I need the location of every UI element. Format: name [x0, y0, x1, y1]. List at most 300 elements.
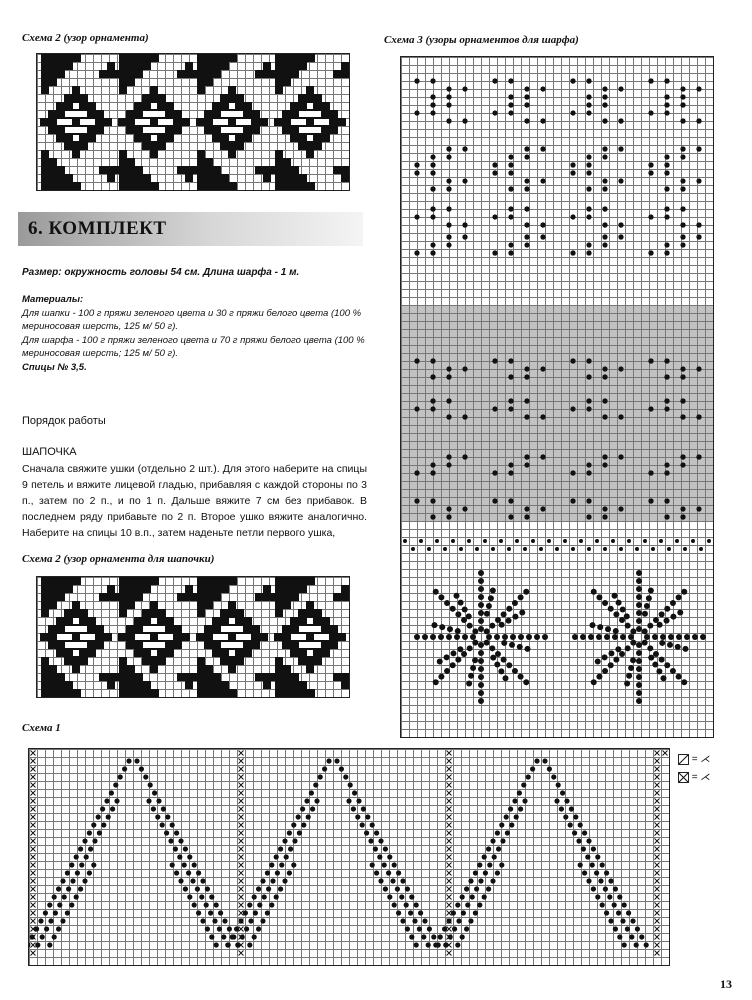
stitch-dot: [270, 878, 275, 883]
stitch-dot: [523, 679, 529, 685]
stitch-dot: [460, 894, 465, 899]
stitch-dot: [602, 234, 607, 239]
cross-stitch: [655, 775, 660, 780]
stitch-dot: [82, 878, 87, 883]
stitch-dot: [148, 782, 153, 787]
stitch-dot: [143, 774, 148, 779]
stitch-dot: [664, 94, 669, 99]
stitch-dot: [431, 934, 436, 939]
stitch-dot: [260, 878, 265, 883]
stitch-dot: [586, 250, 591, 255]
stitch-dot: [253, 910, 258, 915]
stitch-dot: [502, 675, 508, 681]
filled-cell: [228, 86, 236, 94]
cross-stitch: [447, 871, 452, 876]
stitch-dot: [468, 918, 473, 923]
stitch-dot: [680, 414, 685, 419]
stitch-dot: [509, 822, 514, 827]
stitch-dot: [492, 498, 497, 503]
stitch-dot: [524, 118, 529, 123]
stitch-dot: [69, 862, 74, 867]
stitch-dot: [199, 894, 204, 899]
stitch-dot: [517, 790, 522, 795]
stitch-dot: [664, 242, 669, 247]
filled-cell: [41, 78, 57, 86]
filled-cell: [275, 601, 291, 609]
stitch-dot: [521, 782, 526, 787]
filled-cell: [333, 166, 349, 174]
stitch-dot: [576, 838, 581, 843]
filled-cell: [41, 665, 57, 673]
stitch-dot: [74, 894, 79, 899]
stitch-dot: [696, 222, 701, 227]
stitch-dot: [348, 782, 353, 787]
stitch-dot: [509, 642, 515, 648]
empty-cell: [151, 650, 157, 656]
stitch-dot: [602, 146, 607, 151]
stitch-dot: [260, 918, 265, 923]
section-title: 6. КОМПЛЕКТ: [28, 218, 167, 239]
stitch-dot: [475, 547, 479, 551]
empty-cell: [299, 642, 321, 648]
stitch-dot: [405, 926, 410, 931]
filled-cell: [41, 166, 65, 174]
stitch-dot: [382, 862, 387, 867]
stitch-dot: [642, 628, 648, 634]
empty-cell: [65, 642, 87, 648]
stitch-dot: [446, 186, 451, 191]
stitch-dot: [106, 814, 111, 819]
stitch-dot: [602, 374, 607, 379]
stitch-dot: [322, 766, 327, 771]
stitch-dot: [618, 146, 623, 151]
stitch-dot: [205, 886, 210, 891]
filled-cell: [298, 142, 322, 150]
stitch-dot: [296, 814, 301, 819]
empty-cell: [299, 111, 321, 117]
stitch-dot: [570, 358, 575, 363]
filled-cell: [185, 585, 193, 593]
stitch-dot: [571, 547, 575, 551]
empty-cell: [307, 650, 313, 656]
stitch-dot: [66, 886, 71, 891]
filled-cell: [119, 585, 151, 593]
stitch-dot: [152, 790, 157, 795]
stitch-dot: [508, 470, 513, 475]
cross-stitch: [655, 751, 660, 756]
stitch-dot: [60, 878, 65, 883]
stitch-dot: [343, 774, 348, 779]
stitch-dot: [586, 170, 591, 175]
empty-cell: [73, 618, 79, 624]
stitch-dot: [461, 651, 467, 657]
stitch-dot: [652, 634, 658, 640]
cross-stitch: [31, 767, 36, 772]
stitch-dot: [696, 366, 701, 371]
stitch-dot: [91, 862, 96, 867]
stitch-dot: [664, 358, 669, 363]
stitch-dot: [692, 634, 698, 640]
stitch-dot: [524, 234, 529, 239]
page-number: 13: [720, 977, 732, 991]
stitch-dot: [613, 628, 619, 634]
stitch-dot: [395, 886, 400, 891]
filled-cell: [72, 665, 80, 673]
empty-cell: [307, 618, 313, 624]
stitch-dot: [355, 814, 360, 819]
stitch-dot: [110, 806, 115, 811]
cross-stitch: [239, 759, 244, 764]
cross-stitch: [447, 927, 452, 932]
filled-cell: [41, 689, 81, 697]
stitch-dot: [460, 934, 465, 939]
filled-cell: [119, 70, 143, 78]
stitch-dot: [653, 651, 659, 657]
stitch-dot: [680, 118, 685, 123]
stitch-dot: [522, 798, 527, 803]
stitch-dot: [664, 462, 669, 467]
filled-cell: [41, 158, 57, 166]
stitch-dot: [473, 870, 478, 875]
stitch-dot: [411, 547, 415, 551]
stitch-dot: [648, 498, 653, 503]
stitch-dot: [602, 654, 608, 660]
stitch-dot: [155, 814, 160, 819]
stitch-dot: [269, 862, 274, 867]
stitch-dot: [508, 358, 513, 363]
cross-stitch: [31, 791, 36, 796]
cross-stitch: [239, 815, 244, 820]
stitch-dot: [595, 854, 600, 859]
stitch-dot: [462, 146, 467, 151]
stitch-dot: [524, 414, 529, 419]
stitch-dot: [630, 918, 635, 923]
stitch-dot: [79, 862, 84, 867]
stitch-dot: [282, 878, 287, 883]
cross-stitch: [239, 751, 244, 756]
stitch-dot: [78, 886, 83, 891]
filled-cell: [119, 673, 143, 681]
stitch-dot: [492, 250, 497, 255]
stitch-dot: [540, 454, 545, 459]
stitch-dot: [396, 910, 401, 915]
stitch-dot: [462, 234, 467, 239]
stitch-dot: [594, 870, 599, 875]
cross-stitch: [31, 775, 36, 780]
stitch-dot: [582, 830, 587, 835]
cross-stitch: [447, 823, 452, 828]
filled-cell: [275, 665, 291, 673]
stitch-dot: [446, 154, 451, 159]
stitch-dot: [495, 870, 500, 875]
filled-cell: [119, 182, 159, 190]
stitch-dot: [664, 662, 670, 668]
stitch-dot: [605, 626, 611, 632]
stitch-dot: [644, 942, 649, 947]
stitch-dot: [443, 942, 448, 947]
filled-cell: [185, 62, 193, 70]
stitch-dot: [287, 830, 292, 835]
cross-stitch: [655, 903, 660, 908]
stitch-dot: [664, 406, 669, 411]
stitch-dot: [630, 640, 636, 646]
stitch-dot: [636, 674, 642, 680]
stitch-dot: [636, 658, 642, 664]
stitch-dot: [183, 886, 188, 891]
stitch-dot: [462, 366, 467, 371]
filled-cell: [185, 681, 193, 689]
stitch-dot: [586, 406, 591, 411]
stitch-dot: [564, 798, 569, 803]
filled-cell: [275, 54, 315, 62]
empty-cell: [229, 103, 235, 109]
filled-cell: [41, 86, 49, 94]
cross-stitch: [239, 911, 244, 916]
cross-stitch: [655, 871, 660, 876]
filled-cell: [64, 609, 88, 617]
stitch-dot: [326, 758, 331, 763]
stitch-dot: [438, 934, 443, 939]
stitch-dot: [446, 242, 451, 247]
stitch-dot: [648, 78, 653, 83]
filled-cell: [119, 609, 127, 617]
stitch-dot: [540, 146, 545, 151]
stitch-dot: [446, 514, 451, 519]
stitch-dot: [409, 894, 414, 899]
filled-cell: [119, 601, 135, 609]
stitch-dot: [396, 870, 401, 875]
stitch-dot: [414, 214, 419, 219]
stitch-dot: [524, 94, 529, 99]
filled-cell: [142, 142, 166, 150]
stitch-dot: [540, 118, 545, 123]
stitch-dot: [97, 830, 102, 835]
stitch-dot: [390, 878, 395, 883]
stitch-dot: [208, 910, 213, 915]
stitch-dot: [501, 640, 507, 646]
stitch-dot: [109, 790, 114, 795]
stitch-dot: [563, 539, 567, 543]
stitch-dot: [446, 462, 451, 467]
empty-cell: [73, 650, 79, 656]
cross-stitch: [655, 791, 660, 796]
stitch-dot: [569, 806, 574, 811]
stitch-dot: [458, 600, 464, 606]
filled-cell: [306, 118, 314, 126]
cross-stitch: [447, 791, 452, 796]
stitch-dot: [676, 594, 682, 600]
stitch-dot: [65, 910, 70, 915]
cross-stitch: [447, 895, 452, 900]
stitch-dot: [478, 674, 484, 680]
filled-cell: [341, 62, 349, 70]
stitch-dot: [664, 606, 670, 612]
stitch-dot: [104, 798, 109, 803]
filled-cell: [72, 601, 80, 609]
stitch-dot: [587, 547, 591, 551]
stitch-dot: [173, 846, 178, 851]
empty-cell: [221, 642, 243, 648]
stitch-dot: [579, 539, 583, 543]
stitch-dot: [492, 406, 497, 411]
legend-item-1: [678, 754, 710, 765]
stitch-dot: [680, 178, 685, 183]
filled-cell: [306, 86, 314, 94]
stitch-dot: [430, 634, 436, 640]
stitch-dot: [596, 634, 602, 640]
filled-cell: [41, 657, 49, 665]
filled-cell: [220, 142, 244, 150]
cross-stitch: [655, 807, 660, 812]
stitch-dot: [670, 614, 676, 620]
empty-cell: [73, 135, 79, 141]
stitch-dot: [252, 934, 257, 939]
empty-cell: [151, 103, 157, 109]
filled-cell: [41, 62, 73, 70]
stitch-dot: [309, 790, 314, 795]
stitch-dot: [495, 830, 500, 835]
stitch-dot: [183, 846, 188, 851]
stitch-dot: [540, 86, 545, 91]
cross-stitch: [239, 775, 244, 780]
stitch-dot: [556, 782, 561, 787]
stitch-dot: [78, 846, 83, 851]
stitch-dot: [430, 214, 435, 219]
stitch-dot: [524, 86, 529, 91]
stitch-dot: [466, 613, 472, 619]
cross-stitch: [31, 887, 36, 892]
stitch-dot: [44, 926, 49, 931]
stitch-dot: [602, 102, 607, 107]
filled-cell: [107, 681, 115, 689]
filled-cell: [228, 665, 236, 673]
stitch-dot: [52, 934, 57, 939]
empty-cell: [229, 650, 235, 656]
stitch-dot: [478, 690, 484, 696]
stitch-dot: [540, 414, 545, 419]
empty-cell: [143, 111, 165, 117]
stitch-dot: [392, 862, 397, 867]
filled-cell: [197, 70, 221, 78]
empty-cell: [143, 127, 165, 133]
stitch-dot: [524, 146, 529, 151]
stitch-dot: [301, 822, 306, 827]
cross-stitch: [655, 759, 660, 764]
stitch-dot: [174, 870, 179, 875]
stitch-dot: [478, 570, 484, 576]
stitch-dot: [602, 118, 607, 123]
stitch-dot: [613, 611, 619, 617]
filled-cell: [197, 174, 229, 182]
filled-cell: [119, 593, 143, 601]
stitch-dot: [512, 600, 518, 606]
stitch-dot: [626, 673, 632, 679]
stitch-dot: [499, 622, 505, 628]
stitch-dot: [496, 846, 501, 851]
stitch-dot: [266, 886, 271, 891]
filled-cell: [64, 142, 88, 150]
stitch-dot: [540, 234, 545, 239]
stitch-dot: [618, 222, 623, 227]
legend-item-2: [678, 772, 710, 783]
caption-scheme2-top: Схема 2 (узор орнамента): [22, 32, 149, 44]
stitch-dot: [591, 589, 597, 595]
stitch-dot: [196, 910, 201, 915]
stitch-dot: [664, 206, 669, 211]
stitch-dot: [585, 854, 590, 859]
cross-stitch: [655, 831, 660, 836]
filled-cell: [197, 78, 213, 86]
cross-stitch: [655, 935, 660, 940]
filled-cell: [275, 585, 307, 593]
stitch-dot: [446, 366, 451, 371]
empty-cell: [65, 111, 87, 117]
chart-scheme2-top: [36, 53, 350, 191]
filled-cell: [150, 150, 158, 158]
stitch-dot: [38, 918, 43, 923]
stitch-dot: [40, 934, 45, 939]
stitch-dot: [450, 650, 456, 656]
filled-cell: [275, 657, 283, 665]
filled-cell: [41, 70, 65, 78]
stitch-dot: [489, 645, 495, 651]
stitch-dot: [487, 862, 492, 867]
filled-cell: [72, 633, 80, 641]
filled-cell: [228, 633, 236, 641]
stitch-dot: [446, 206, 451, 211]
stitch-dot: [482, 894, 487, 899]
filled-cell: [275, 150, 283, 158]
cross-stitch: [239, 839, 244, 844]
filled-cell: [197, 665, 213, 673]
stitch-dot: [589, 622, 595, 628]
stitch-dot: [680, 186, 685, 191]
stitch-dot: [221, 934, 226, 939]
stitch-dot: [508, 498, 513, 503]
stitch-dot: [257, 902, 262, 907]
stitch-dot: [680, 146, 685, 151]
filled-cell: [263, 174, 271, 182]
filled-cell: [41, 150, 49, 158]
stitch-dot: [523, 589, 529, 595]
stitch-dot: [282, 838, 287, 843]
stitch-dot: [664, 214, 669, 219]
stitch-dot: [619, 617, 625, 623]
stitch-dot: [56, 926, 61, 931]
stitch-dot: [318, 774, 323, 779]
stitch-dot: [696, 178, 701, 183]
filled-cell: [119, 174, 151, 182]
cross-stitch: [31, 847, 36, 852]
cross-stitch: [447, 759, 452, 764]
stitch-dot: [87, 870, 92, 875]
stitch-dot: [668, 634, 674, 640]
stitch-dot: [427, 547, 431, 551]
cross-stitch: [447, 839, 452, 844]
cross-stitch: [447, 879, 452, 884]
stitch-dot: [65, 870, 70, 875]
stitch-dot: [664, 78, 669, 83]
stitch-dot: [570, 214, 575, 219]
stitch-dot: [457, 646, 463, 652]
cross-stitch: [31, 871, 36, 876]
stitch-dot: [351, 806, 356, 811]
stitch-dot: [446, 94, 451, 99]
stitch-dot: [468, 673, 474, 679]
stitch-dot: [489, 623, 495, 629]
cross-stitch: [239, 783, 244, 788]
stitch-dot: [462, 506, 467, 511]
